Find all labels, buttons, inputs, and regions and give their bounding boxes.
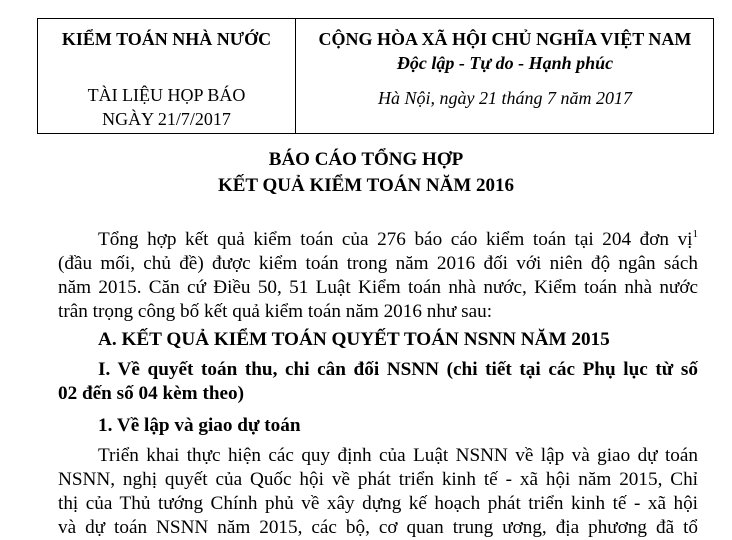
footnote-ref[interactable]: 1 — [692, 228, 698, 240]
intro-line-3: năm 2015. Căn cứ Điều 50, 51 Luật Kiểm toán nhà nước, Kiểm toán nhà nước — [58, 277, 698, 298]
agency-name: KIỂM TOÁN NHÀ NƯỚC — [61, 29, 272, 49]
intro-line-1-text: Tổng hợp kết quả kiểm toán của 276 báo cáo kiểm toán tại 204 đơn vị — [98, 229, 693, 250]
body-line-4: và dự toán NSNN năm 2015, các bộ, cơ quan trung ương, địa phương đã tổ — [58, 517, 698, 538]
intro-line-1 — [98, 228, 698, 252]
intro-line-2: (đầu mối, chủ đề) được kiểm toán trong năm 2016 đối với niên độ ngân sách — [58, 253, 698, 274]
body-line-1: Triển khai thực hiện các quy định của Luật NSNN về lập và giao dự toán — [98, 445, 698, 466]
section-a-heading: A. KẾT QUẢ KIỂM TOÁN QUYẾT TOÁN NSNN NĂM 2015 — [98, 329, 610, 350]
document-type: TÀI LIỆU HỌP BÁO — [87, 85, 246, 105]
body-line-2: NSNN, nghị quyết của Quốc hội về phát triển kinh tế - xã hội năm 2015, Chỉ — [58, 469, 698, 490]
intro-line-4: trân trọng công bố kết quả kiểm toán năm 2016 như sau: — [58, 301, 493, 322]
section-i-heading-line-2: 02 đến số 04 kèm theo) — [58, 383, 245, 404]
place-and-date: Hà Nội, ngày 21 tháng 7 năm 2017 — [378, 88, 632, 108]
section-i-heading-line-1: I. Về quyết toán thu, chi cân đối NSNN (chi tiết tại các Phụ lục từ số — [98, 359, 698, 380]
subsection-1-heading: 1. Về lập và giao dự toán — [98, 415, 301, 436]
report-title-line-1: BÁO CÁO TỔNG HỢP — [268, 149, 464, 170]
document-header-table — [37, 18, 714, 134]
republic-title: CỘNG HÒA XÃ HỘI CHỦ NGHĨA VIỆT NAM — [318, 29, 692, 49]
national-motto: Độc lập - Tự do - Hạnh phúc — [396, 53, 614, 73]
report-title-line-2: KẾT QUẢ KIỂM TOÁN NĂM 2016 — [217, 175, 515, 196]
body-line-3: thị của Thủ tướng Chính phủ về xây dựng kế hoạch phát triển kinh tế - xã hội — [58, 493, 698, 514]
document-date: NGÀY 21/7/2017 — [102, 109, 231, 129]
